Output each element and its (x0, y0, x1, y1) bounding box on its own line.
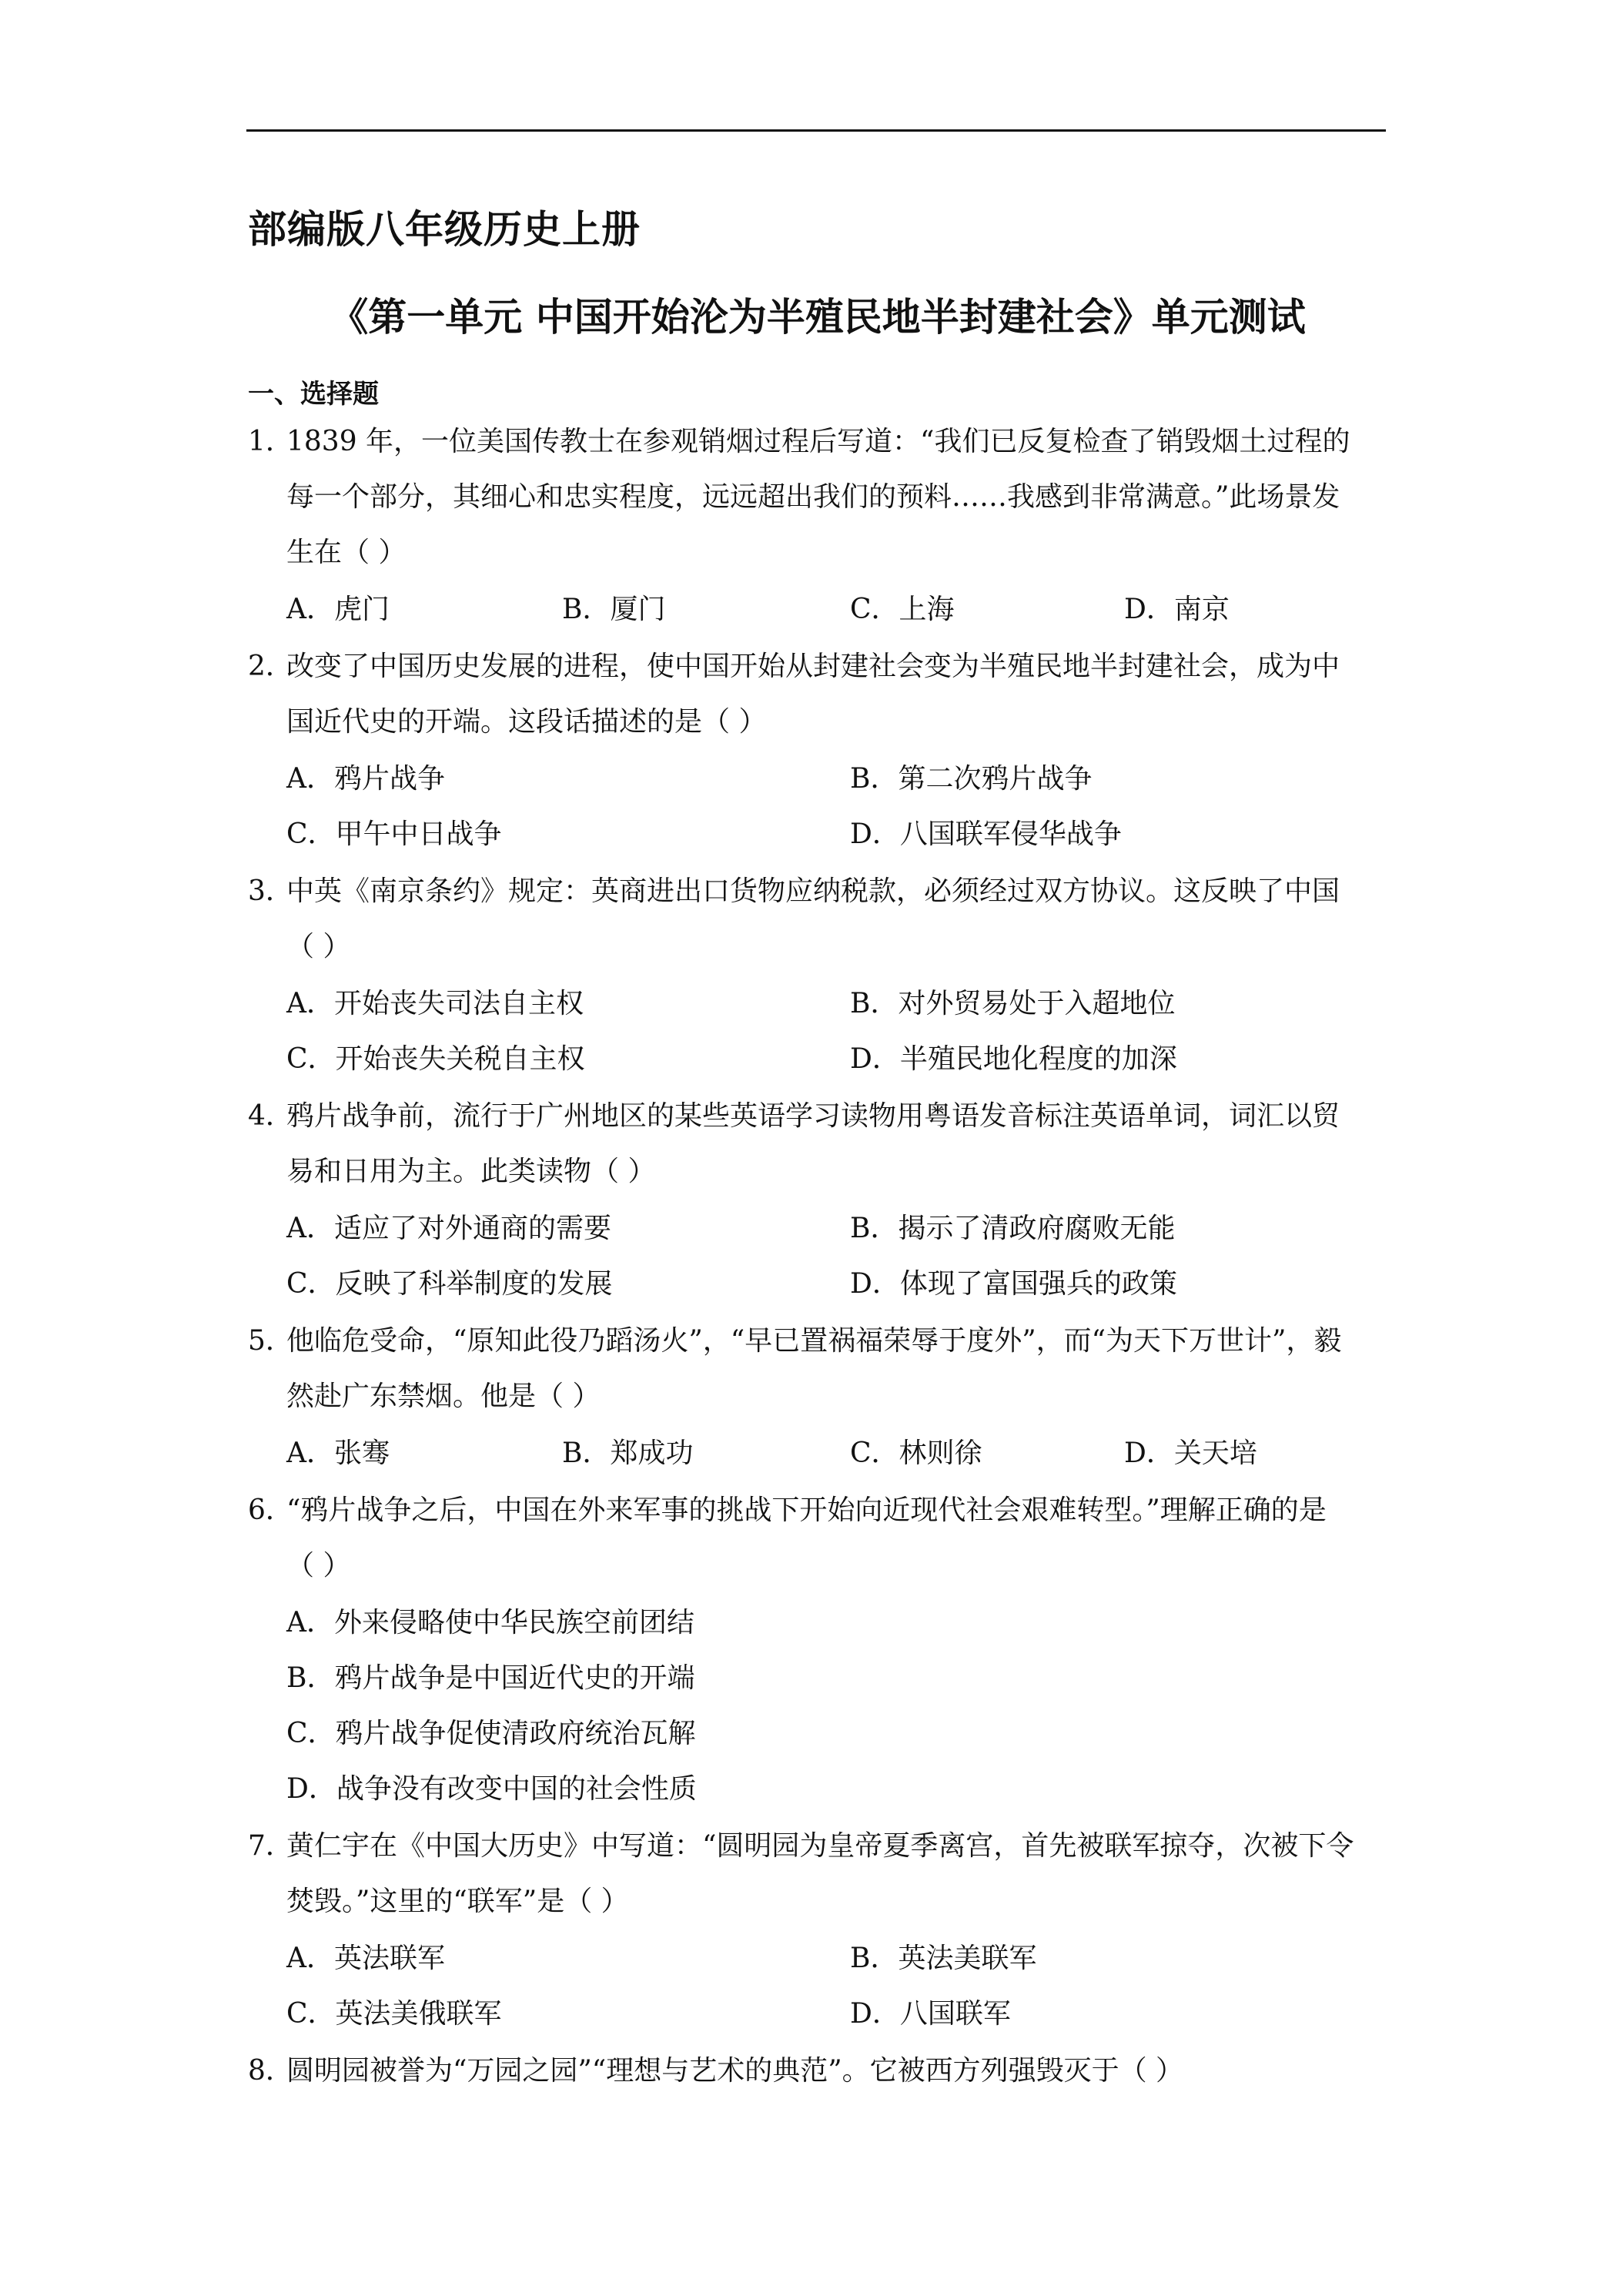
option-c[interactable]: C．上海 (850, 594, 955, 625)
option-c[interactable]: C．甲午中日战争 (286, 818, 502, 850)
option-a[interactable]: A．英法联军 (286, 1943, 445, 1974)
option-c[interactable]: C．鸦片战争促使清政府统治瓦解 (286, 1718, 696, 1749)
option-b[interactable]: B．第二次鸦片战争 (850, 763, 1093, 795)
option-d[interactable]: D．八国联军 (850, 1998, 1011, 2030)
question-number: 1． (248, 426, 293, 457)
question-text-line: 鸦片战争前，流行于广州地区的某些英语学习读物用粤语发音标注英语单词，词汇以贸 (286, 1100, 1340, 1132)
option-a[interactable]: A．开始丧失司法自主权 (286, 988, 584, 1019)
question-text-line: 1839 年，一位美国传教士在参观销烟过程后写道：“我们已反复检查了销毁烟土过程的 (286, 426, 1350, 457)
question-number: 8． (248, 2055, 293, 2087)
option-b[interactable]: B．鸦片战争是中国近代史的开端 (286, 1662, 695, 1694)
question-text-line: 生在（ ） (286, 537, 407, 568)
question-number: 7． (248, 1830, 293, 1862)
document-subtitle: 部编版八年级历史上册 (248, 207, 641, 252)
question-number: 3． (248, 875, 293, 907)
option-c[interactable]: C．林则徐 (850, 1438, 982, 1469)
option-c[interactable]: C．反映了科举制度的发展 (286, 1268, 613, 1300)
option-d[interactable]: D．关天培 (1124, 1438, 1257, 1469)
question-text-line: 焚毁。”这里的“联军”是（ ） (286, 1886, 629, 1917)
option-b[interactable]: B．英法美联军 (850, 1943, 1037, 1974)
question-number: 2． (248, 651, 293, 682)
option-d[interactable]: D．半殖民地化程度的加深 (850, 1043, 1177, 1075)
option-d[interactable]: D．八国联军侵华战争 (850, 818, 1122, 850)
option-a[interactable]: A．张骞 (286, 1438, 390, 1469)
option-a[interactable]: A．虎门 (286, 594, 390, 625)
question-number: 4． (248, 1100, 293, 1132)
option-a[interactable]: A．鸦片战争 (286, 763, 445, 795)
question-text-line: 易和日用为主。此类读物（ ） (286, 1156, 656, 1187)
question-text-line: 每一个部分，其细心和忠实程度，远远超出我们的预料……我感到非常满意。”此场景发 (286, 481, 1340, 513)
document-title: 《第一单元 中国开始沦为半殖民地半封建社会》单元测试 (330, 295, 1306, 340)
option-b[interactable]: B．对外贸易处于入超地位 (850, 988, 1176, 1019)
question-text-line: 中英《南京条约》规定：英商进出口货物应纳税款，必须经过双方协议。这反映了中国 (286, 875, 1340, 907)
question-text-line: 然赴广东禁烟。他是（ ） (286, 1381, 601, 1412)
option-a[interactable]: A．适应了对外通商的需要 (286, 1213, 611, 1244)
option-c[interactable]: C．英法美俄联军 (286, 1998, 502, 2030)
question-text-line: 他临危受命，“原知此役乃蹈汤火”，“早已置祸福荣辱于度外”，而“为天下万世计”，毅 (286, 1325, 1342, 1357)
question-number: 5． (248, 1325, 293, 1357)
option-b[interactable]: B．郑成功 (562, 1438, 694, 1469)
option-d[interactable]: D．南京 (1124, 594, 1230, 625)
section-heading: 一、选择题 (248, 379, 379, 410)
question-text-line: 圆明园被誉为“万园之园”“理想与艺术的典范”。它被西方列强毁灭于（ ） (286, 2055, 1184, 2087)
option-d[interactable]: D．体现了富国强兵的政策 (850, 1268, 1177, 1300)
option-b[interactable]: B．揭示了清政府腐败无能 (850, 1213, 1176, 1244)
option-d[interactable]: D．战争没有改变中国的社会性质 (286, 1773, 697, 1805)
question-number: 6． (248, 1494, 293, 1526)
question-text-line: （ ） (286, 1550, 351, 1581)
header-rule (246, 129, 1386, 132)
question-text-line: 黄仁宇在《中国大历史》中写道：“圆明园为皇帝夏季离宫，首先被联军掠夺，次被下令 (286, 1830, 1354, 1862)
question-text-line: 改变了中国历史发展的进程，使中国开始从封建社会变为半殖民地半封建社会，成为中 (286, 651, 1340, 682)
question-text-line: 国近代史的开端。这段话描述的是（ ） (286, 706, 767, 738)
question-text-line: （ ） (286, 931, 351, 962)
option-c[interactable]: C．开始丧失关税自主权 (286, 1043, 585, 1075)
question-text-line: “鸦片战争之后，中国在外来军事的挑战下开始向近现代社会艰难转型。”理解正确的是 (286, 1494, 1327, 1526)
option-a[interactable]: A．外来侵略使中华民族空前团结 (286, 1607, 694, 1638)
option-b[interactable]: B．厦门 (562, 594, 666, 625)
